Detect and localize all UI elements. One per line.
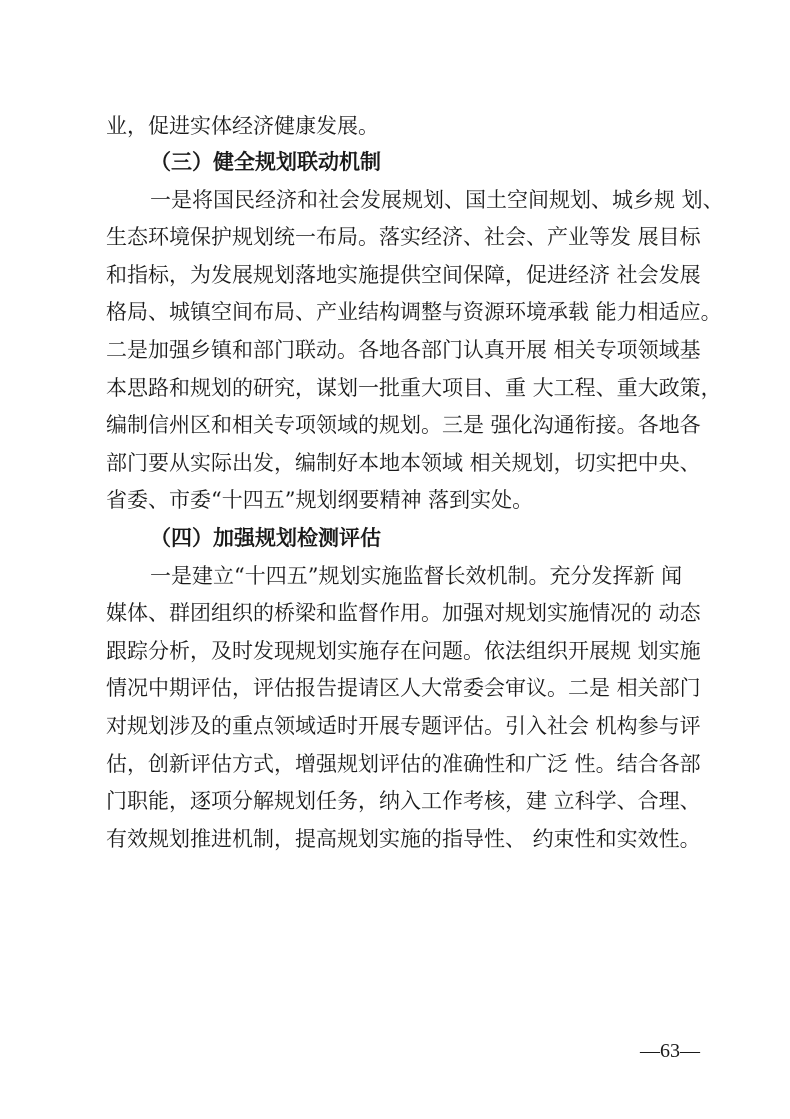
paragraph-line: 一是将国民经济和社会发展规划、国土空间规划、城乡规 划、 bbox=[150, 188, 724, 212]
paragraph-line: 一是建立“十四五”规划实施监督长效机制。充分发挥新 闻 bbox=[150, 564, 683, 588]
paragraph-line: 部门要从实际出发，编制好本地本领域 相关规划，切实把中央、 bbox=[106, 451, 701, 475]
paragraph-line: 对规划涉及的重点领域适时开展专题评估。引入社会 机构参与评 bbox=[106, 714, 701, 738]
paragraph-line: 跟踪分析，及时发现规划实施存在问题。依法组织开展规 划实施 bbox=[106, 639, 701, 663]
paragraph-line: 生态环境保护规划统一布局。落实经济、社会、产业等发 展目标 bbox=[106, 225, 701, 249]
paragraph-line: 有效规划推进机制，提高规划实施的指导性、 约束性和实效性。 bbox=[106, 827, 701, 851]
page-number: —63— bbox=[640, 1040, 700, 1062]
paragraph-line: 门职能，逐项分解规划任务，纳入工作考核，建 立科学、合理、 bbox=[106, 789, 701, 813]
paragraph-line: 编制信州区和相关专项领域的规划。三是 强化沟通衔接。各地各 bbox=[106, 413, 701, 437]
paragraph-line: 二是加强乡镇和部门联动。各地各部门认真开展 相关专项领域基 bbox=[106, 338, 701, 362]
paragraph-line: 业，促进实体经济健康发展。 bbox=[106, 114, 379, 138]
paragraph-line: 本思路和规划的研究，谋划一批重大项目、重 大工程、重大政策， bbox=[106, 376, 722, 400]
paragraph-line: 媒体、群团组织的桥梁和监督作用。加强对规划实施情况的 动态 bbox=[106, 601, 701, 625]
paragraph-line: 情况中期评估，评估报告提请区人大常委会审议。二是 相关部门 bbox=[106, 676, 701, 700]
paragraph-line: 估，创新评估方式，增强规划评估的准确性和广泛 性。结合各部 bbox=[106, 752, 701, 776]
section-heading-4: （四）加强规划检测评估 bbox=[150, 526, 381, 550]
paragraph-line: 省委、市委“十四五”规划纲要精神 落到实处。 bbox=[106, 488, 534, 512]
paragraph-line: 格局、城镇空间布局、产业结构调整与资源环境承载 能力相适应。 bbox=[106, 300, 722, 324]
paragraph-line: 和指标，为发展规划落地实施提供空间保障，促进经济 社会发展 bbox=[106, 263, 701, 287]
section-heading-3: （三）健全规划联动机制 bbox=[150, 150, 381, 174]
